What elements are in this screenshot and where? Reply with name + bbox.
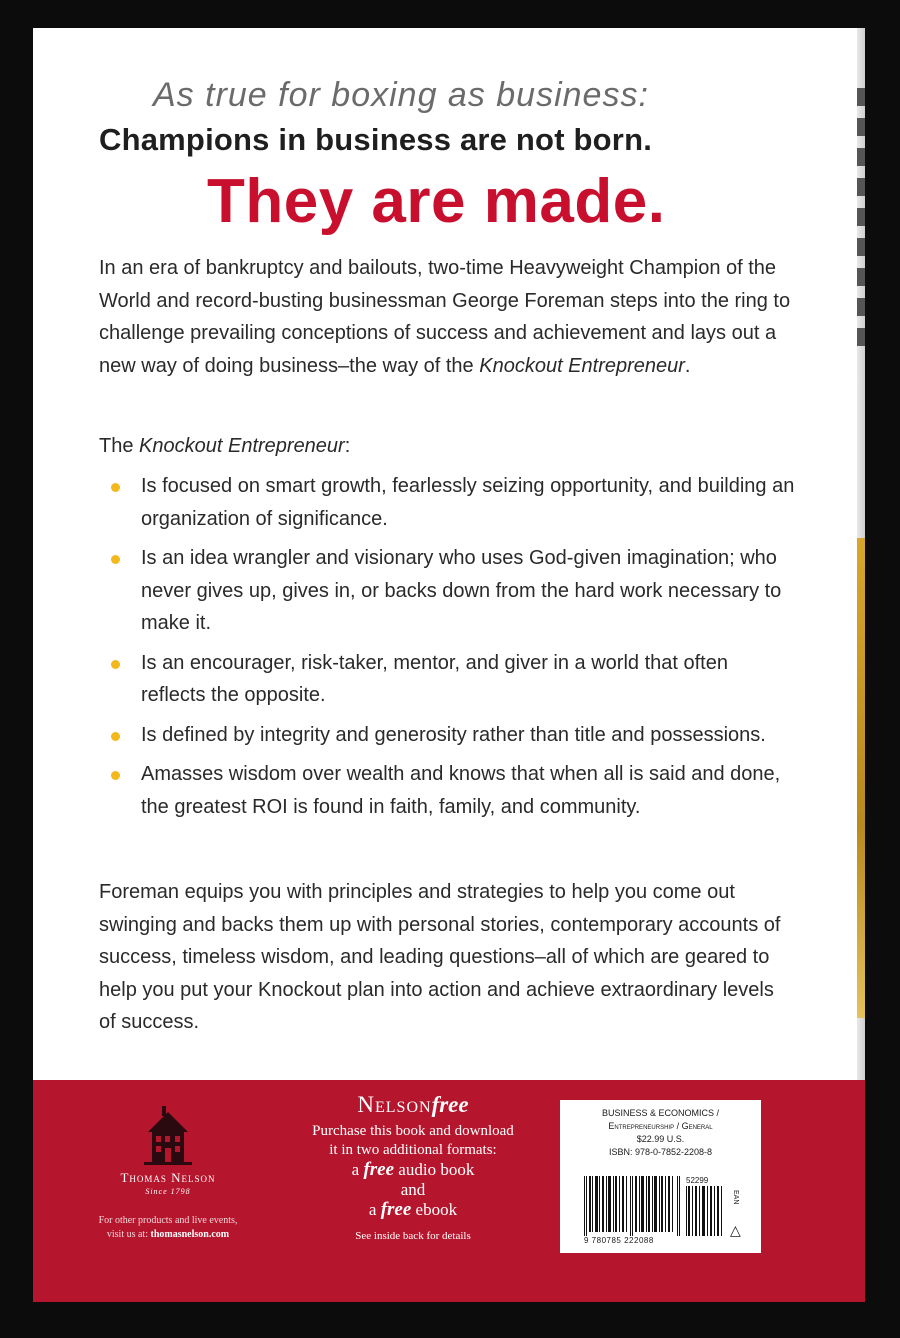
publisher-block <box>93 1102 243 1242</box>
bullet-dot-icon <box>111 660 120 669</box>
price-barcode-box <box>560 1100 761 1253</box>
category-line-1: BUSINESS & ECONOMICS / <box>601 1108 720 1118</box>
list-item: Is defined by integrity and generosity rather than title and possessions. <box>107 719 797 752</box>
isbn: ISBN: 978-0-7852-2208-8 <box>608 1147 713 1157</box>
publisher-name: Thomas Nelson <box>120 1170 216 1185</box>
bullet-dot-icon <box>111 555 120 564</box>
trait-list <box>107 470 797 830</box>
barcode <box>584 1176 754 1246</box>
nelsonfree-logo: Nelsonfree <box>357 1092 469 1117</box>
list-item: Is an encourager, risk-taker, mentor, and giver in a world that often reflects the opposite. <box>107 647 797 712</box>
isbn-barcode-icon <box>584 1176 680 1236</box>
offer-audio-book: a free audio book <box>351 1159 475 1180</box>
publisher-note: For other products and live events, visit us at: thomasnelson.com <box>98 1215 238 1240</box>
list-item: Is an idea wrangler and visionary who uses God-given imagination; who never gives up, gives in, or backs down from the hard work necessary to make it. <box>107 542 797 640</box>
spine-gold-band <box>857 538 865 1018</box>
closing-paragraph: Foreman equips you with principles and strategies to help you come out swinging and backs them up with personal stories, contemporary accounts of success, timeless wisdom, and leading questions–all of which are geared to help you put your Knockout plan into action and achieve extraordinary levels of success. <box>99 881 781 1033</box>
publisher-since: Since 1798 <box>145 1187 191 1196</box>
bullet-dot-icon <box>111 732 120 741</box>
spine-title-marks <box>857 88 865 358</box>
triangle-icon: △ <box>730 1222 741 1238</box>
price-addon-barcode-icon <box>686 1186 722 1236</box>
price: $22.99 U.S. <box>636 1134 685 1144</box>
offer-description: Purchase this book and download it in two additional formats: <box>312 1123 514 1158</box>
list-item: Is focused on smart growth, fearlessly seizing opportunity, and building an organization of significance. <box>107 470 797 535</box>
offer-ebook: a free ebook <box>368 1199 458 1220</box>
price-info <box>560 1100 761 1159</box>
publisher-website: thomasnelson.com <box>150 1229 230 1240</box>
offer-connector: and <box>400 1180 426 1199</box>
headline-emphasis: They are made. <box>207 167 666 236</box>
publisher-house-logo-icon <box>142 1102 194 1168</box>
tagline: As true for boxing as business: <box>153 76 649 114</box>
intro-paragraph: In an era of bankruptcy and bailouts, two-time Heavyweight Champion of the World and record-busting businessman George Foreman steps into the ring to challenge prevailing conceptions of success and achievement and lays out a new way of doing business–the way of the Knockout Entrepreneur. <box>99 257 791 377</box>
ean-label: EAN <box>732 1190 739 1205</box>
book-back-cover <box>33 28 865 1302</box>
nelsonfree-offer <box>283 1092 543 1242</box>
bullet-dot-icon <box>111 771 120 780</box>
publisher-band <box>33 1080 865 1302</box>
headline-primary: Champions in business are not born. <box>99 122 653 157</box>
list-lead: The Knockout Entrepreneur: <box>99 435 351 457</box>
addon-code: 52299 <box>686 1176 709 1185</box>
barcode-number: 9 780785 222088 <box>584 1236 654 1245</box>
offer-footer: See inside back for details <box>355 1230 471 1242</box>
category-line-2: Entrepreneurship / General <box>608 1121 713 1131</box>
list-item: Amasses wisdom over wealth and knows that when all is said and done, the greatest ROI is found in faith, family, and community. <box>107 758 797 823</box>
bullet-dot-icon <box>111 483 120 492</box>
